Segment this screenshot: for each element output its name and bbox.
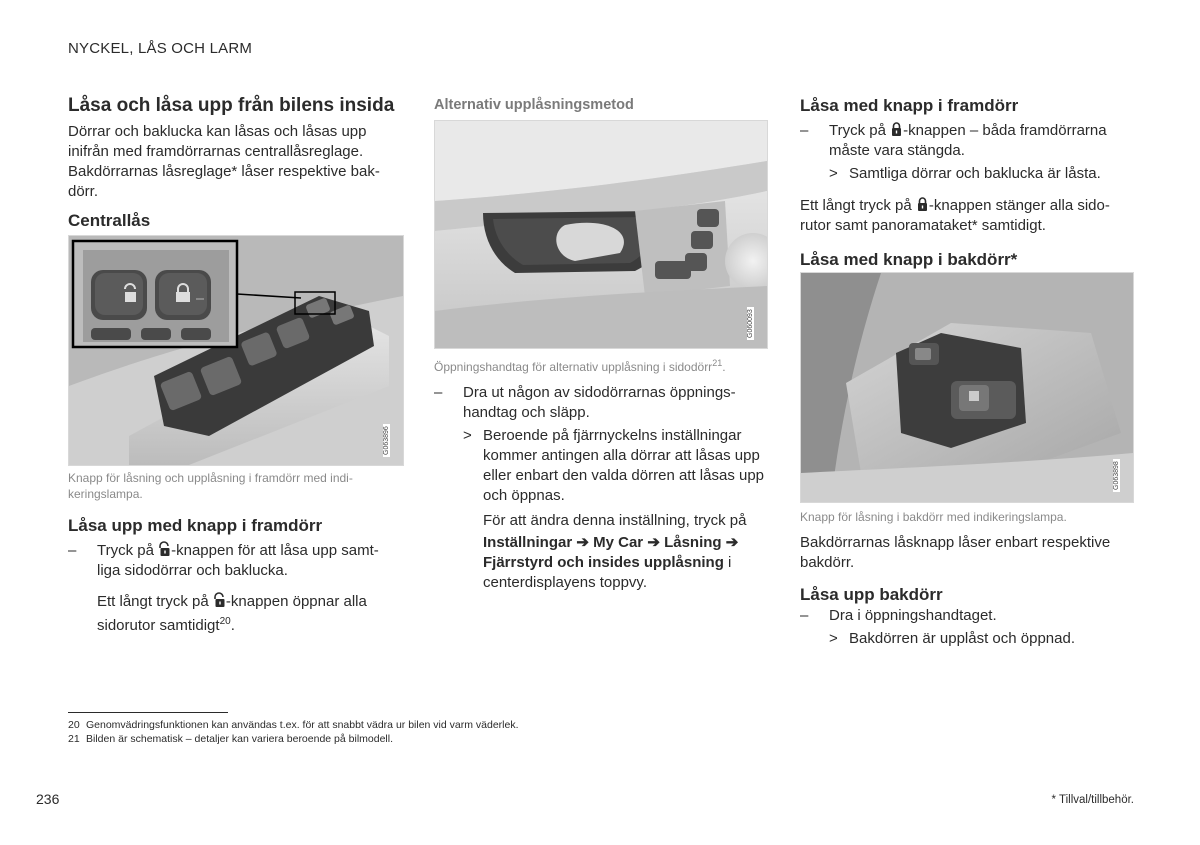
footnote-number: 21 xyxy=(68,733,80,745)
lock-front-note xyxy=(800,196,1140,236)
step-line: Dra i öppningshandtaget. xyxy=(829,607,997,624)
note-text: sidorutor samtidigt xyxy=(97,617,220,634)
intro-line: Bakdörrarnas låsreglage* låser respektive bak- xyxy=(68,163,380,180)
result-marker: > xyxy=(463,427,472,444)
unlock-rear-step xyxy=(800,606,1140,626)
column-1 xyxy=(68,95,398,202)
heading-unlock-rear: Låsa upp bakdörr xyxy=(800,585,943,604)
note-line xyxy=(97,592,407,612)
rear-door-lock-image xyxy=(800,272,1134,503)
step-text: -knappen – båda framdörrarna xyxy=(903,122,1107,139)
optional-note: * Tillval/tillbehör. xyxy=(1051,794,1134,806)
door-handle-illustration xyxy=(435,121,767,348)
caption-line: keringslampa. xyxy=(68,487,143,501)
result-marker: > xyxy=(829,165,838,182)
footnote-ref: 21 xyxy=(712,358,723,368)
footnotes xyxy=(68,718,868,746)
caption-text: Öppningshandtag för alternativ upplåsning i sidodörr xyxy=(434,360,713,374)
footnote-ref: 20 xyxy=(219,616,231,627)
alt-step xyxy=(434,383,774,423)
lock-icon xyxy=(890,121,903,137)
step-line: Dra ut någon av sidodörrarnas öppnings- xyxy=(463,384,736,401)
front-door-caption xyxy=(68,470,408,502)
instruction-text: i xyxy=(723,554,732,571)
list-dash: – xyxy=(434,384,443,401)
main-heading: Låsa och låsa upp från bilens insida xyxy=(68,95,395,116)
step-line: handtag och släpp. xyxy=(463,404,590,421)
image-code: G063898 xyxy=(1113,461,1120,490)
result-line: kommer antingen alla dörrar att låsas upp xyxy=(483,447,760,464)
result-line: Bakdörren är upplåst och öppnad. xyxy=(849,630,1075,647)
lock-front-step xyxy=(800,121,1140,161)
caption-text: . xyxy=(722,360,726,374)
note-line xyxy=(800,196,1140,216)
note-line: rutor samt panoramataket* samtidigt. xyxy=(800,217,1046,234)
lock-icon xyxy=(916,196,929,212)
door-handle-caption xyxy=(434,355,774,375)
unlock-icon xyxy=(158,541,171,557)
result-line: och öppnas. xyxy=(483,487,565,504)
path-item: Inställningar xyxy=(483,534,573,551)
rear-door-caption: Knapp för låsning i bakdörr med indikeringslampa. xyxy=(800,510,1067,524)
result-line: Beroende på fjärrnyckelns inställningar xyxy=(483,427,742,444)
rear-door-illustration xyxy=(801,273,1133,502)
arrow-icon: ➔ xyxy=(647,534,660,551)
list-dash: – xyxy=(800,607,809,624)
caption-line: Knapp för låsning och upplåsning i framdörr med indi- xyxy=(68,471,353,485)
settings-path-line2 xyxy=(483,553,783,573)
intro-line: Dörrar och baklucka kan låsas och låsas upp xyxy=(68,123,367,140)
note-text: Ett långt tryck på xyxy=(800,197,916,214)
note-text: -knappen stänger alla sido- xyxy=(928,197,1110,214)
step-line: liga sidodörrar och baklucka. xyxy=(97,562,288,579)
step-text: Tryck på xyxy=(829,122,891,139)
list-dash: – xyxy=(800,122,809,139)
image-code: G063896 xyxy=(383,426,390,455)
door-handle-image xyxy=(434,120,768,349)
footnote-text: Genomvädringsfunktionen kan användas t.ex. för att snabbt vädra ur bilen vid varm väderlek. xyxy=(86,719,519,731)
lock-front-result xyxy=(829,164,1149,184)
intro-line: dörr. xyxy=(68,183,99,200)
footnote xyxy=(68,732,868,746)
unlock-rear-result xyxy=(829,629,1149,649)
front-door-lock-image xyxy=(68,235,404,466)
page-number: 236 xyxy=(36,791,60,807)
instruction-line: centerdisplayens toppvy. xyxy=(483,574,647,591)
heading-unlock-front: Låsa upp med knapp i framdörr xyxy=(68,516,323,535)
note-text: -knappen öppnar alla xyxy=(225,593,367,610)
footnote-divider xyxy=(68,712,228,713)
section-header: NYCKEL, LÅS OCH LARM xyxy=(68,40,253,57)
path-item: Fjärrstyrd och insides upplåsning xyxy=(483,554,724,571)
intro-line: inifrån med framdörrarnas centrallåsreglage. xyxy=(68,143,364,160)
unlock-front-step xyxy=(68,541,408,581)
arrow-icon: ➔ xyxy=(576,534,589,551)
heading-lock-front: Låsa med knapp i framdörr xyxy=(800,96,1019,115)
result-marker: > xyxy=(829,630,838,647)
heading-lock-rear: Låsa med knapp i bakdörr* xyxy=(800,250,1018,269)
settings-instruction xyxy=(483,511,783,593)
subheading-centrallas: Centrallås xyxy=(68,211,151,230)
note-text: . xyxy=(230,617,235,634)
image-code: G060093 xyxy=(747,309,754,338)
footnote xyxy=(68,718,868,732)
rear-door-paragraph xyxy=(800,533,1140,573)
unlock-icon xyxy=(213,592,226,608)
result-line: Samtliga dörrar och baklucka är låsta. xyxy=(849,165,1101,182)
settings-path xyxy=(483,533,783,553)
front-door-illustration xyxy=(69,236,403,465)
heading-alternative: Alternativ upplåsningsmetod xyxy=(434,97,634,113)
step-text: -knappen för att låsa upp samt- xyxy=(171,542,379,559)
result-line: eller enbart den valda dörren att låsas upp xyxy=(483,467,765,484)
list-dash: – xyxy=(68,542,77,559)
paragraph-line: bakdörr. xyxy=(800,554,855,571)
step-text: Tryck på xyxy=(97,542,159,559)
step-line: måste vara stängda. xyxy=(829,142,965,159)
paragraph-line: Bakdörrarnas låsknapp låser enbart respektive xyxy=(800,534,1111,551)
intro-paragraph xyxy=(68,122,398,202)
instruction-line: För att ändra denna inställning, tryck på xyxy=(483,512,747,529)
path-item: Låsning xyxy=(664,534,722,551)
alt-result xyxy=(463,426,783,506)
unlock-front-note xyxy=(97,592,407,636)
step-line xyxy=(829,121,1140,141)
step-line xyxy=(97,541,408,561)
note-text: Ett långt tryck på xyxy=(97,593,213,610)
arrow-icon: ➔ xyxy=(725,534,739,551)
footnote-number: 20 xyxy=(68,719,80,731)
path-item: My Car xyxy=(593,534,644,551)
footnote-text: Bilden är schematisk – detaljer kan variera beroende på bilmodell. xyxy=(86,733,394,745)
note-line xyxy=(97,612,407,636)
